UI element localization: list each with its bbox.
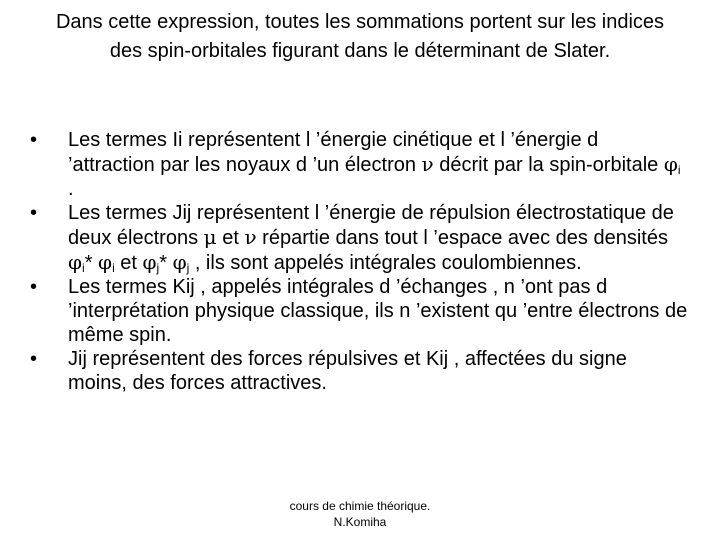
- bullet-dot: •: [30, 276, 38, 298]
- bullet-item-1: [28, 128, 688, 201]
- bullet-item-4: [28, 347, 688, 395]
- bullet-2-text-d: , ils sont appelés intégrales coulombiennes.: [189, 252, 582, 274]
- bullet-4-text: Jij représentent des forces répulsives et Kij , affectées du signe moins, des forces attractives.: [68, 348, 627, 394]
- subscript-j: j: [156, 261, 160, 275]
- footer: [220, 498, 500, 530]
- phi-symbol: φ: [142, 250, 157, 274]
- subscript-i: i: [82, 261, 85, 275]
- subscript-j: j: [186, 261, 190, 275]
- phi-symbol: φ: [172, 250, 187, 274]
- bullet-item-3: [28, 275, 688, 347]
- star-symbol: *: [84, 252, 93, 274]
- bullet-1-text-c: .: [68, 178, 74, 200]
- bullet-dot: •: [30, 129, 38, 151]
- phi-symbol: φ: [68, 250, 83, 274]
- bullet-3-text: Les termes Kij , appelés intégrales d ’échanges , n ’ont pas d ’interprétation physique classique, ils n ’existent qu ’entre électrons de même spin.: [68, 276, 688, 346]
- phi-symbol: φ: [98, 250, 113, 274]
- bullet-1-text-b: décrit par la spin-orbitale: [433, 154, 664, 176]
- nu-symbol: ν: [244, 225, 257, 249]
- bullet-2-text-a: Les termes Jij représentent l ’énergie de répulsion électrostatique de deux électrons: [68, 202, 674, 249]
- mu-symbol: μ: [203, 225, 217, 249]
- star-symbol: *: [159, 252, 168, 274]
- footer-course: cours de chimie théorique.: [289, 499, 431, 513]
- phi-symbol: φ: [663, 152, 678, 176]
- bullet-dot: •: [30, 202, 38, 224]
- bullet-list: [28, 128, 688, 395]
- subscript-i: i: [677, 163, 681, 177]
- bullet-1-text-a: Les termes Ii représentent l ’énergie cinétique et l ’énergie d ’attraction par les noyaux d ’un électron: [68, 129, 599, 176]
- intro-paragraph: Dans cette expression, toutes les sommations portent sur les indices des spin-orbitales figurant dans le déterminant de Slater.: [55, 11, 665, 62]
- bullet-2-text-b: et: [216, 227, 245, 249]
- footer-author: N.Komiha: [333, 515, 387, 529]
- nu-symbol: ν: [421, 152, 434, 176]
- bullet-2-text-et: et: [114, 252, 143, 274]
- bullet-2-text-c: répartie dans tout l ’espace avec des densités: [256, 227, 668, 249]
- bullet-dot: •: [30, 348, 38, 370]
- subscript-i: i: [112, 261, 115, 275]
- bullet-item-2: [28, 201, 688, 275]
